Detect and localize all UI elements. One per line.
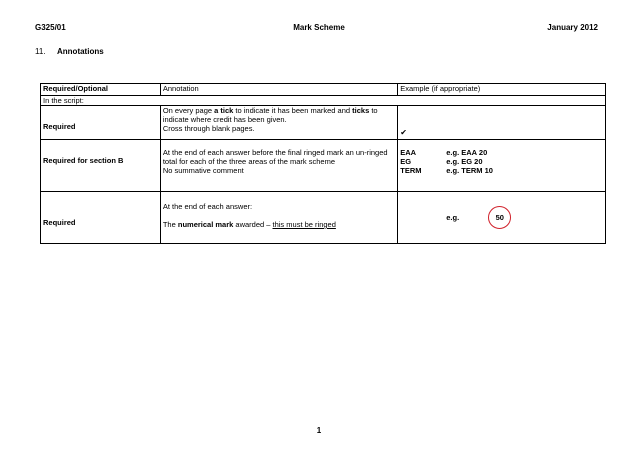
annotation-line2: Cross through blank pages. (162, 124, 255, 133)
row-requirement (41, 192, 161, 244)
annotation-part-bold: a tick (214, 106, 234, 115)
annotation-part-bold: ticks (352, 106, 370, 115)
annotation-part: to indicate where credit has been given. (162, 106, 378, 124)
row-example (398, 106, 606, 140)
example-item (400, 166, 603, 175)
annotation-mid: awarded – (233, 220, 273, 229)
col-header-annotation: Annotation (160, 84, 397, 96)
requirement-text: Required for section B (43, 156, 124, 165)
example-abbr: EAA (400, 148, 417, 157)
example-eg: e.g. EAA 20 (446, 148, 488, 157)
col-header-required: Required/Optional (41, 84, 161, 96)
ringed-mark: 50 (488, 206, 511, 229)
table-row (41, 106, 606, 140)
example-eg: e.g. EG 20 (446, 157, 483, 166)
checkmark-icon: ✔ (400, 128, 407, 137)
annotation-line1: At the end of each answer: (162, 202, 253, 211)
annotation-prefix: The (162, 220, 178, 229)
row-requirement (41, 106, 161, 140)
row-requirement (41, 140, 161, 192)
section-number: 11. (35, 47, 46, 56)
section-heading (35, 47, 104, 56)
section-title: Annotations (57, 47, 104, 56)
annotations-table (40, 83, 606, 244)
table-note-row (41, 96, 606, 106)
table-header-row (41, 84, 606, 96)
annotation-underlined: this must be ringed (272, 220, 336, 229)
example-eg: e.g. (446, 213, 460, 222)
annotation-part: On every page (162, 106, 215, 115)
requirement-text: Required (43, 218, 76, 227)
annotation-text: At the end of each answer before the final ringed mark an un-ringed total for each of the three areas of the mark scheme (162, 148, 388, 166)
header-title: Mark Scheme (293, 23, 345, 32)
header-code: G325/01 (35, 23, 66, 32)
example-abbr: TERM (400, 166, 422, 175)
requirement-text: Required (43, 122, 76, 131)
col-header-example: Example (if appropriate) (398, 84, 606, 96)
page-number: 1 (316, 426, 322, 435)
example-abbr: EG (400, 157, 412, 166)
annotation-line2: No summative comment (162, 166, 244, 175)
example-item (400, 148, 603, 157)
annotation-bold: numerical mark (177, 220, 234, 229)
example-eg: e.g. TERM 10 (446, 166, 493, 175)
header-date: January 2012 (547, 23, 598, 32)
annotation-part: to indicate it has been marked and (233, 106, 353, 115)
example-item (400, 157, 603, 166)
table-row (41, 192, 606, 244)
row-example (398, 140, 606, 192)
table-note: In the script: (41, 96, 606, 106)
row-example (398, 192, 606, 244)
row-annotation (160, 140, 397, 192)
row-annotation (160, 192, 397, 244)
table-row (41, 140, 606, 192)
row-annotation (160, 106, 397, 140)
